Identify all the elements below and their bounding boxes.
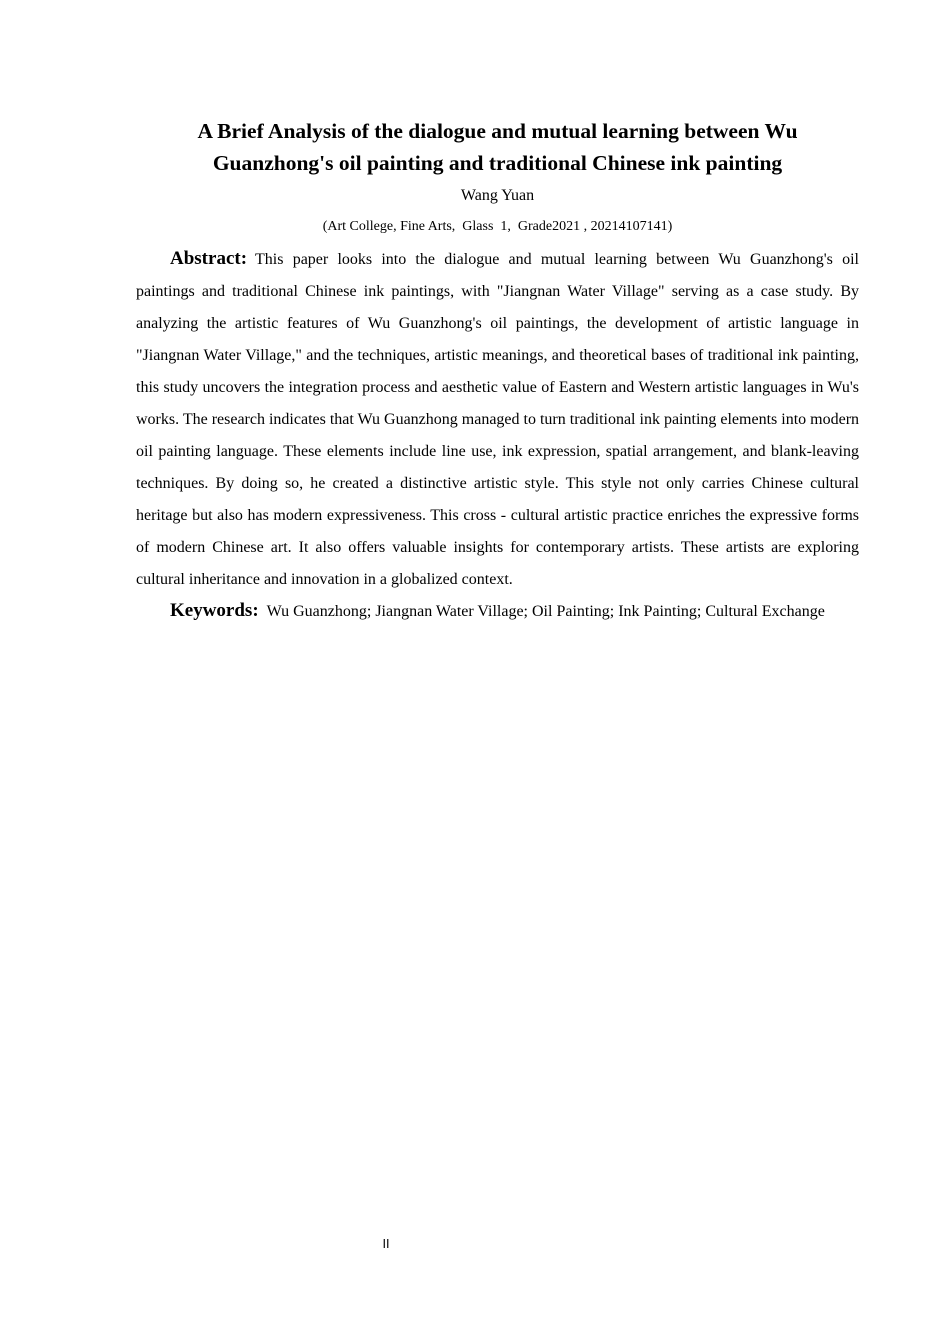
paper-title: A Brief Analysis of the dialogue and mutual learning between Wu Guanzhong's oil painting and traditional Chinese ink painting — [197, 119, 798, 175]
keywords-text: Wu Guanzhong; Jiangnan Water Village; Oil Painting; Ink Painting; Cultural Exchange — [266, 603, 825, 620]
author-name: Wang Yuan — [460, 187, 535, 204]
keywords-paragraph — [136, 595, 876, 628]
author-affiliation: (Art College, Fine Arts, Glass 1, Grade2021 , 20214107141) — [322, 219, 673, 234]
abstract-paragraph — [136, 243, 859, 596]
abstract-label: Abstract: — [170, 248, 248, 269]
abstract-text: This paper looks into the dialogue and mutual learning between Wu Guanzhong's oil paintings and traditional Chinese ink paintings, with "Jiangnan Water Village" serving as a case study. By analyzing the artistic features of Wu Guanzhong's oil paintings, the development of artistic language in "Jiangnan Water Village," and the techniques, artistic meanings, and theoretical bases of traditional ink painting, this study uncovers the integration process and aesthetic value of Eastern and Western artistic languages in Wu's works. The research indicates that Wu Guanzhong managed to turn traditional ink painting elements into modern oil painting language. These elements include line use, ink expression, spatial arrangement, and blank-leaving techniques. By doing so, he created a distinctive artistic style. This style not only carries Chinese cultural heritage but also has modern expressiveness. This cross - cultural artistic practice enriches the expressive forms of modern Chinese art. It also offers valuable insights for contemporary artists. These artists are exploring cultural inheritance and innovation in a globalized context. — [136, 251, 860, 588]
keywords-label: Keywords: — [170, 600, 259, 621]
page-number: II — [382, 1237, 390, 1251]
